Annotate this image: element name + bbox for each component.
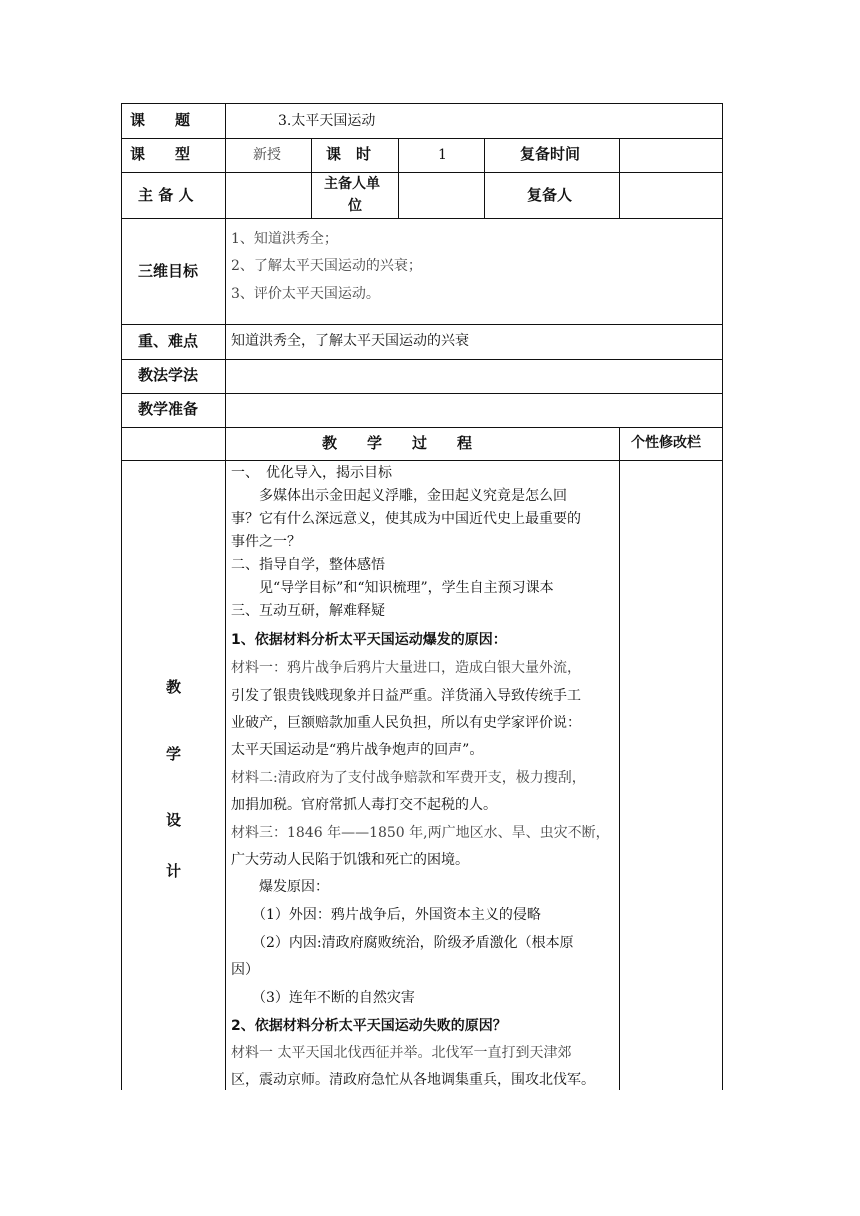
process-title: 教 学 过 程: [322, 434, 473, 452]
content-line: 材料一 太平天国北伐西征并举。北伐军一直打到天津郊: [231, 1045, 572, 1061]
content-line: 事件之一？: [231, 534, 301, 550]
content-line: 业破产，巨额赔款加重人民负担，所以有史学家评价说：: [231, 715, 581, 731]
preparer-unit-label-2: 位: [348, 198, 362, 214]
reviewer-label: 复备人: [527, 186, 573, 204]
preparer-label: 主 备 人: [138, 186, 194, 204]
goals-label: 三维目标: [138, 262, 199, 280]
design-label-char: 学: [166, 745, 182, 763]
content-line: （1）外因：鸦片战争后，外国资本主义的侵略: [231, 907, 541, 923]
col-divider: [484, 138, 485, 218]
content-line: 因）: [231, 962, 259, 978]
goal-item: 3、评价太平天国运动。: [231, 286, 380, 302]
row-divider: [121, 359, 723, 360]
row-divider: [121, 138, 723, 139]
row-divider: [121, 172, 723, 173]
table-border-right: [722, 103, 723, 1090]
content-heading: 二、指导自学，整体感悟: [231, 557, 385, 573]
row-divider: [121, 218, 723, 219]
content-line: 广大劳动人民陷于饥饿和死亡的困境。: [231, 852, 469, 868]
preparation-label: 教学准备: [138, 400, 199, 418]
table-border-top: [121, 103, 723, 104]
review-time-label: 复备时间: [520, 145, 581, 163]
content-line: （3）连年不断的自然灾害: [231, 990, 415, 1006]
type-value: 新授: [253, 147, 281, 163]
period-value: 1: [438, 147, 447, 163]
goal-item: 1、知道洪秀全；: [231, 231, 338, 247]
content-line: 引发了银贵钱贱现象并日益严重。洋货涌入导致传统手工: [231, 688, 581, 704]
row-divider: [121, 324, 723, 325]
col-divider: [311, 138, 312, 218]
content-line: 材料一：鸦片战争后鸦片大量进口，造成白银大量外流，: [231, 660, 581, 676]
key-points-label: 重、难点: [138, 332, 199, 350]
key-points-value: 知道洪秀全，了解太平天国运动的兴衰: [231, 333, 469, 349]
col-divider: [225, 103, 226, 1090]
content-heading: 一、 优化导入，揭示目标: [231, 465, 392, 481]
content-line: 爆发原因：: [231, 879, 329, 895]
row-divider: [121, 460, 723, 461]
methods-label: 教法学法: [138, 366, 199, 384]
content-heading: 三、互动互研，解难释疑: [231, 603, 385, 619]
row-divider: [121, 427, 723, 428]
topic-label: 课 题: [130, 111, 191, 129]
content-line: （2）内因:清政府腐败统治，阶级矛盾激化（根本原: [231, 935, 574, 951]
content-line: 加捐加税。官府常抓人毒打交不起税的人。: [231, 797, 497, 813]
content-line: 区，震动京师。清政府急忙从各地调集重兵，围攻北伐军。: [231, 1072, 595, 1088]
type-label: 课 型: [130, 145, 191, 163]
content-line: 见“导学目标”和“知识梳理”，学生自主预习课本: [231, 580, 554, 596]
period-label: 课 时: [326, 145, 372, 163]
content-line: 材料三：1846 年——1850 年,两广地区水、旱、虫灾不断，: [231, 825, 610, 841]
col-divider: [398, 138, 399, 218]
row-divider: [121, 393, 723, 394]
col-divider: [619, 138, 620, 218]
content-line: 多媒体出示金田起义浮雕，金田起义究竟是怎么回: [231, 488, 567, 504]
content-line: 材料二:清政府为了支付战争赔款和军费开支，极力搜刮，: [231, 770, 586, 786]
design-label-char: 教: [166, 678, 182, 696]
content-line: 太平天国运动是“鸦片战争炮声的回声”。: [231, 742, 484, 758]
content-subheading: 2、依据材料分析太平天国运动失败的原因？: [231, 1018, 507, 1034]
table-border-left: [121, 103, 122, 1090]
goal-item: 2、了解太平天国运动的兴衰；: [231, 258, 422, 274]
design-label-char: 计: [166, 862, 182, 880]
content-subheading: 1、依据材料分析太平天国运动爆发的原因：: [231, 632, 507, 648]
design-label-char: 设: [166, 811, 182, 829]
content-line: 事？它有什么深远意义，使其成为中国近代史上最重要的: [231, 511, 581, 527]
preparer-unit-label: 主备人单: [324, 176, 380, 192]
topic-value: 3.太平天国运动: [278, 113, 376, 129]
notes-column-label: 个性修改栏: [631, 435, 701, 451]
